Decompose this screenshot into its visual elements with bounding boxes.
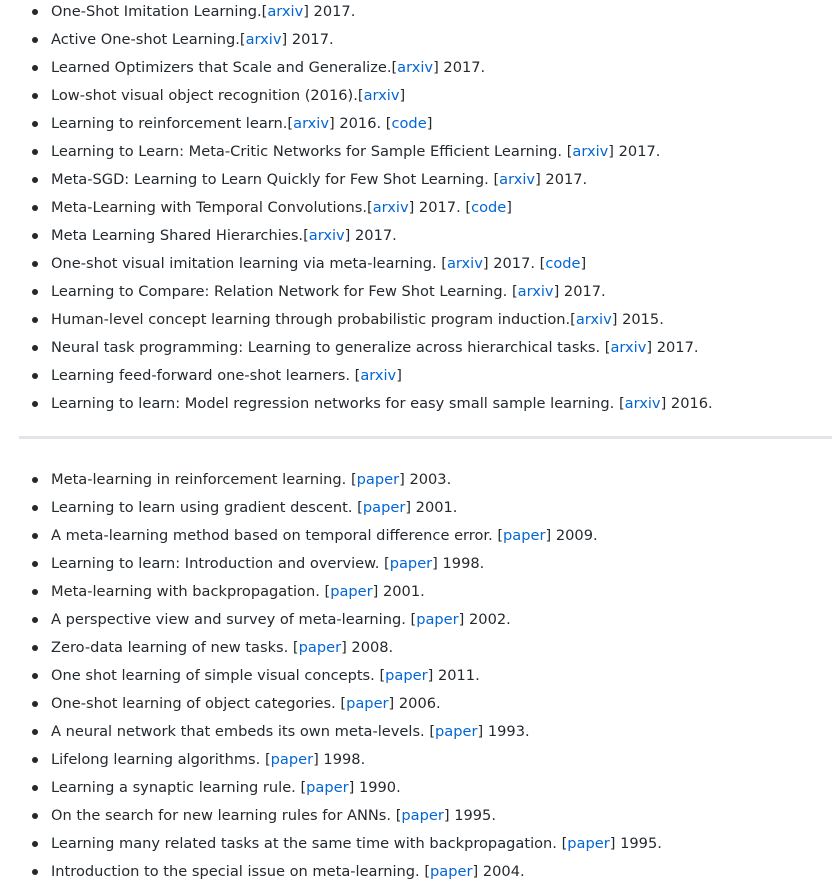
paper-year: 2004. [478, 863, 525, 880]
bullet-icon [32, 345, 38, 351]
paper-link[interactable]: paper [306, 779, 349, 796]
arxiv-link[interactable]: arxiv [308, 227, 345, 244]
list-item: Zero-data learning of new tasks. [paper] 2008. [0, 634, 832, 662]
bullet-icon [32, 785, 38, 791]
paper-year: 2011. [433, 667, 480, 684]
bullet-icon [32, 561, 38, 567]
list-item: Learning to Compare: Relation Network for Few Shot Learning. [arxiv] 2017. [0, 278, 832, 306]
paper-title: Zero-data learning of new tasks. [51, 639, 293, 656]
paper-title: A neural network that embeds its own meta-levels. [51, 723, 430, 740]
paper-title: Introduction to the special issue on meta-learning. [51, 863, 425, 880]
list-item: Learning to reinforcement learn.[arxiv] 2016. [code] [0, 110, 832, 138]
paper-year: 2017. [287, 31, 334, 48]
list-item: Introduction to the special issue on meta-learning. [paper] 2004. [0, 858, 832, 884]
paper-link[interactable]: paper [567, 835, 610, 852]
arxiv-link[interactable]: arxiv [517, 283, 554, 300]
arxiv-link[interactable]: arxiv [363, 87, 400, 104]
paper-year: 2006. [394, 695, 441, 712]
code-link[interactable]: code [391, 115, 427, 132]
paper-year: 2009. [551, 527, 598, 544]
bullet-icon [32, 673, 38, 679]
list-item: One-shot visual imitation learning via meta-learning. [arxiv] 2017. [code] [0, 250, 832, 278]
paper-title: Meta-learning in reinforcement learning. [51, 471, 351, 488]
paper-title: One-Shot Imitation Learning. [51, 3, 262, 20]
arxiv-link[interactable]: arxiv [293, 115, 330, 132]
arxiv-link[interactable]: arxiv [624, 395, 661, 412]
paper-link[interactable]: paper [430, 863, 473, 880]
paper-year: 2017. [652, 339, 699, 356]
bullet-icon [32, 93, 38, 99]
paper-link[interactable]: paper [298, 639, 342, 656]
list-item: Learning to learn: Model regression networks for easy small sample learning. [arxiv] 2016. [0, 390, 832, 418]
list-item: Meta-SGD: Learning to Learn Quickly for Few Shot Learning. [arxiv] 2017. [0, 166, 832, 194]
paper-title: Human-level concept learning through probabilistic program induction. [51, 311, 571, 328]
arxiv-link[interactable]: arxiv [267, 3, 304, 20]
paper-link[interactable]: paper [346, 695, 389, 712]
paper-year: 2017. [308, 3, 356, 20]
paper-list-classic [0, 466, 832, 884]
paper-link[interactable]: paper [362, 499, 406, 516]
paper-link[interactable]: paper [385, 667, 428, 684]
list-item: One-shot learning of object categories. [paper] 2006. [0, 690, 832, 718]
paper-link[interactable]: paper [416, 611, 459, 628]
arxiv-link[interactable]: arxiv [610, 339, 647, 356]
bullet-icon [32, 9, 38, 15]
paper-link[interactable]: paper [389, 555, 433, 572]
paper-title: Learning to reinforcement learn. [51, 115, 288, 132]
section-divider [19, 436, 832, 439]
bullet-icon [32, 373, 38, 379]
bullet-icon [32, 233, 38, 239]
paper-link[interactable]: paper [356, 471, 400, 488]
paper-year: 2001. [411, 499, 458, 516]
paper-link[interactable]: paper [270, 751, 314, 768]
bullet-icon [32, 701, 38, 707]
paper-title: One shot learning of simple visual concepts. [51, 667, 380, 684]
list-item: Lifelong learning algorithms. [paper] 1998. [0, 746, 832, 774]
paper-year: 2017. [559, 283, 606, 300]
paper-link[interactable]: paper [401, 807, 444, 824]
paper-title: On the search for new learning rules for ANNs. [51, 807, 396, 824]
bullet-icon [32, 121, 38, 127]
list-item: A neural network that embeds its own meta-levels. [paper] 1993. [0, 718, 832, 746]
paper-year: 2015. [617, 311, 664, 328]
paper-year: 2008. [346, 639, 394, 656]
list-item: Low-shot visual object recognition (2016).[arxiv] [0, 82, 832, 110]
arxiv-link[interactable]: arxiv [446, 255, 483, 272]
paper-year: 2017. [438, 59, 486, 76]
bullet-icon [32, 869, 38, 875]
paper-year: 2017. [540, 171, 588, 188]
bullet-icon [32, 533, 38, 539]
list-item: Learning to learn: Introduction and overview. [paper] 1998. [0, 550, 832, 578]
paper-title: Learning to learn: Model regression networks for easy small sample learning. [51, 395, 619, 412]
list-item: Active One-shot Learning.[arxiv] 2017. [0, 26, 832, 54]
paper-year: 2017. [350, 227, 397, 244]
list-item: Learning a synaptic learning rule. [paper] 1990. [0, 774, 832, 802]
paper-title: Meta Learning Shared Hierarchies. [51, 227, 304, 244]
code-link[interactable]: code [471, 199, 507, 216]
bullet-icon [32, 477, 38, 483]
paper-title: One-shot visual imitation learning via meta-learning. [51, 255, 442, 272]
bullet-icon [32, 261, 38, 267]
paper-title: Low-shot visual object recognition (2016). [51, 87, 358, 104]
paper-year: 2003. [404, 471, 452, 488]
list-item: Learning to Learn: Meta-Critic Networks for Sample Efficient Learning. [arxiv] 2017. [0, 138, 832, 166]
paper-year: 1998. [437, 555, 485, 572]
paper-title: Lifelong learning algorithms. [51, 751, 265, 768]
list-item: One-Shot Imitation Learning.[arxiv] 2017. [0, 0, 832, 26]
bullet-icon [32, 65, 38, 71]
bullet-icon [32, 589, 38, 595]
list-item: Meta-learning in reinforcement learning. [paper] 2003. [0, 466, 832, 494]
paper-year: 2001. [378, 583, 425, 600]
paper-title: Learning to Learn: Meta-Critic Networks for Sample Efficient Learning. [51, 143, 567, 160]
list-item: Neural task programming: Learning to generalize across hierarchical tasks. [arxiv] 2017. [0, 334, 832, 362]
bullet-icon [32, 177, 38, 183]
arxiv-link[interactable]: arxiv [572, 143, 609, 160]
list-item: Learning many related tasks at the same time with backpropagation. [paper] 1995. [0, 830, 832, 858]
paper-title: Learning feed-forward one-shot learners. [51, 367, 355, 384]
paper-title: Learning to learn: Introduction and overview. [51, 555, 385, 572]
list-item: A meta-learning method based on temporal difference error. [paper] 2009. [0, 522, 832, 550]
paper-year: 2017. [488, 255, 540, 272]
bullet-icon [32, 149, 38, 155]
paper-link[interactable]: paper [503, 527, 546, 544]
arxiv-link[interactable]: arxiv [372, 199, 409, 216]
bullet-icon [32, 813, 38, 819]
paper-title: One-shot learning of object categories. [51, 695, 341, 712]
bullet-icon [32, 37, 38, 43]
bullet-icon [32, 401, 38, 407]
paper-year: 2016. [334, 115, 386, 132]
bullet-icon [32, 505, 38, 511]
arxiv-link[interactable]: arxiv [360, 367, 397, 384]
list-item: Meta-Learning with Temporal Convolutions.[arxiv] 2017. [code] [0, 194, 832, 222]
paper-year: 1993. [483, 723, 530, 740]
bullet-icon [32, 289, 38, 295]
bullet-icon [32, 841, 38, 847]
paper-year: 2016. [666, 395, 713, 412]
paper-year: 2017. [613, 143, 661, 160]
paper-year: 1998. [318, 751, 366, 768]
bullet-icon [32, 205, 38, 211]
bullet-icon [32, 617, 38, 623]
paper-link[interactable]: paper [435, 723, 478, 740]
paper-title: Neural task programming: Learning to generalize across hierarchical tasks. [51, 339, 605, 356]
paper-title: Active One-shot Learning. [51, 31, 240, 48]
paper-year: 1995. [449, 807, 496, 824]
bullet-icon [32, 317, 38, 323]
paper-year: 2002. [464, 611, 511, 628]
list-item: A perspective view and survey of meta-learning. [paper] 2002. [0, 606, 832, 634]
paper-title: Learning to Compare: Relation Network for Few Shot Learning. [51, 283, 512, 300]
list-item: On the search for new learning rules for ANNs. [paper] 1995. [0, 802, 832, 830]
paper-title: Meta-learning with backpropagation. [51, 583, 325, 600]
list-item: Meta Learning Shared Hierarchies.[arxiv] 2017. [0, 222, 832, 250]
paper-list-recent [0, 0, 832, 418]
bullet-icon [32, 757, 38, 763]
paper-year: 2017. [414, 199, 466, 216]
list-item: Learned Optimizers that Scale and Generalize.[arxiv] 2017. [0, 54, 832, 82]
arxiv-link[interactable]: arxiv [499, 171, 536, 188]
list-item: Learning to learn using gradient descent. [paper] 2001. [0, 494, 832, 522]
paper-link[interactable]: paper [330, 583, 373, 600]
bullet-icon [32, 729, 38, 735]
paper-title: Learned Optimizers that Scale and Generalize. [51, 59, 392, 76]
arxiv-link[interactable]: arxiv [397, 59, 434, 76]
arxiv-link[interactable]: arxiv [245, 31, 282, 48]
paper-title: Meta-SGD: Learning to Learn Quickly for Few Shot Learning. [51, 171, 494, 188]
paper-title: Learning many related tasks at the same time with backpropagation. [51, 835, 562, 852]
list-item: Learning feed-forward one-shot learners. [arxiv] [0, 362, 832, 390]
paper-year: 1990. [354, 779, 401, 796]
paper-title: Meta-Learning with Temporal Convolutions. [51, 199, 367, 216]
list-item: Meta-learning with backpropagation. [paper] 2001. [0, 578, 832, 606]
paper-title: Learning to learn using gradient descent. [51, 499, 358, 516]
code-link[interactable]: code [545, 255, 581, 272]
paper-year: 1995. [615, 835, 662, 852]
arxiv-link[interactable]: arxiv [575, 311, 612, 328]
paper-title: Learning a synaptic learning rule. [51, 779, 301, 796]
paper-title: A perspective view and survey of meta-learning. [51, 611, 411, 628]
list-item: Human-level concept learning through probabilistic program induction.[arxiv] 2015. [0, 306, 832, 334]
paper-title: A meta-learning method based on temporal difference error. [51, 527, 498, 544]
list-item: One shot learning of simple visual concepts. [paper] 2011. [0, 662, 832, 690]
bullet-icon [32, 645, 38, 651]
